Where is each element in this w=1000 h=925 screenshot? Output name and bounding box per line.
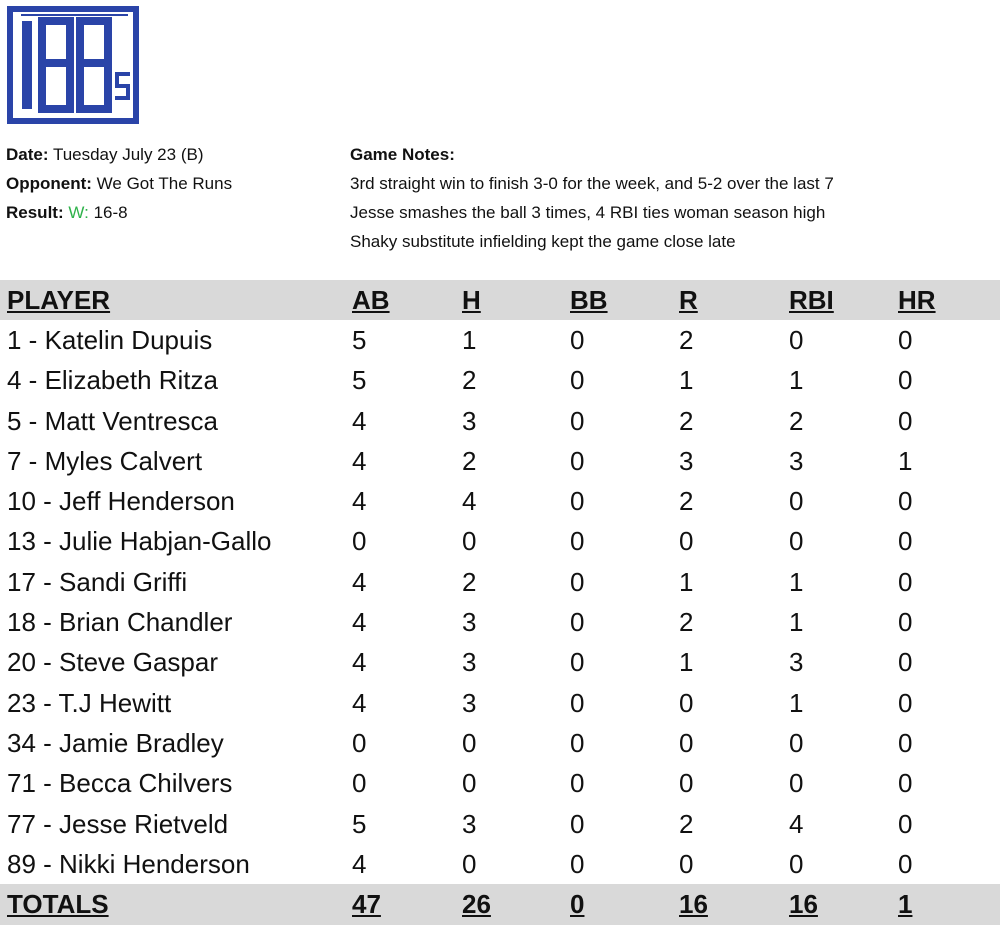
player-cell: 71 - Becca Chilvers	[7, 768, 233, 799]
r-cell: 2	[679, 607, 694, 638]
rbi-cell: 1	[789, 365, 804, 396]
date-value: Tuesday July 23 (B)	[52, 145, 204, 164]
totals-hr: 1	[898, 884, 1000, 924]
r-cell: 3	[679, 445, 694, 476]
player-cell: 89 - Nikki Henderson	[7, 848, 250, 879]
ab-cell: 4	[352, 647, 367, 678]
ab-cell: 0	[352, 727, 367, 758]
result-outcome: W:	[68, 203, 89, 222]
bb-cell: 0	[570, 526, 585, 557]
r-cell: 0	[679, 526, 694, 557]
col-r: R	[679, 280, 789, 320]
bb-cell: 0	[570, 768, 585, 799]
table-row	[0, 481, 1000, 521]
h-cell: 0	[462, 848, 477, 879]
ab-cell: 4	[352, 607, 367, 638]
player-cell: 23 - T.J Hewitt	[7, 687, 172, 718]
r-cell: 2	[679, 405, 694, 436]
totals-rbi: 16	[789, 884, 898, 924]
player-cell: 77 - Jesse Rietveld	[7, 808, 229, 839]
table-row	[0, 320, 1000, 360]
ab-cell: 4	[352, 566, 367, 597]
team-logo	[7, 6, 139, 124]
totals-bb: 0	[570, 884, 679, 924]
rbi-cell: 1	[789, 566, 804, 597]
ab-cell: 4	[352, 848, 367, 879]
table-header-row	[0, 280, 1000, 320]
rbi-cell: 0	[789, 727, 804, 758]
h-cell: 0	[462, 526, 477, 557]
ab-cell: 5	[352, 324, 367, 355]
h-cell: 0	[462, 727, 477, 758]
bb-cell: 0	[570, 727, 585, 758]
stats-table	[0, 280, 1000, 925]
rbi-cell: 3	[789, 647, 804, 678]
player-cell: 34 - Jamie Bradley	[7, 727, 224, 758]
player-cell: 5 - Matt Ventresca	[7, 405, 218, 436]
bb-cell: 0	[570, 405, 585, 436]
opponent-value: We Got The Runs	[96, 174, 233, 193]
bb-cell: 0	[570, 486, 585, 517]
h-cell: 3	[462, 808, 477, 839]
player-cell: 18 - Brian Chandler	[7, 607, 233, 638]
bb-cell: 0	[570, 607, 585, 638]
r-cell: 1	[679, 566, 694, 597]
hr-cell: 0	[898, 808, 913, 839]
r-cell: 0	[679, 768, 694, 799]
hr-cell: 0	[898, 405, 913, 436]
table-row	[0, 844, 1000, 884]
hr-cell: 0	[898, 727, 913, 758]
player-cell: 10 - Jeff Henderson	[7, 486, 235, 517]
hr-cell: 0	[898, 848, 913, 879]
table-row	[0, 683, 1000, 723]
table-row	[0, 401, 1000, 441]
r-cell: 0	[679, 848, 694, 879]
opponent-label: Opponent:	[6, 174, 92, 193]
table-row	[0, 804, 1000, 844]
notes-title: Game Notes:	[350, 145, 455, 164]
bb-cell: 0	[570, 324, 585, 355]
bb-cell: 0	[570, 808, 585, 839]
r-cell: 0	[679, 687, 694, 718]
ab-cell: 5	[352, 808, 367, 839]
hr-cell: 0	[898, 607, 913, 638]
rbi-cell: 0	[789, 486, 804, 517]
rbi-cell: 0	[789, 324, 804, 355]
bb-cell: 0	[570, 566, 585, 597]
table-row	[0, 764, 1000, 804]
col-ab: AB	[352, 280, 462, 320]
totals-row	[0, 884, 1000, 924]
ab-cell: 0	[352, 526, 367, 557]
r-cell: 2	[679, 324, 694, 355]
totals-ab: 47	[352, 884, 462, 924]
hr-cell: 0	[898, 526, 913, 557]
r-cell: 2	[679, 808, 694, 839]
rbi-cell: 0	[789, 768, 804, 799]
ab-cell: 4	[352, 445, 367, 476]
bb-cell: 0	[570, 365, 585, 396]
h-cell: 0	[462, 768, 477, 799]
opponent-row	[6, 169, 232, 198]
hr-cell: 0	[898, 687, 913, 718]
hr-cell: 0	[898, 324, 913, 355]
player-cell: 4 - Elizabeth Ritza	[7, 365, 218, 396]
col-rbi: RBI	[789, 280, 898, 320]
h-cell: 2	[462, 445, 477, 476]
h-cell: 2	[462, 566, 477, 597]
table-row	[0, 723, 1000, 763]
bb-cell: 0	[570, 848, 585, 879]
h-cell: 3	[462, 405, 477, 436]
ab-cell: 0	[352, 768, 367, 799]
result-score: 16-8	[93, 203, 128, 222]
rbi-cell: 0	[789, 848, 804, 879]
hr-cell: 0	[898, 647, 913, 678]
h-cell: 1	[462, 324, 477, 355]
note-line: Jesse smashes the ball 3 times, 4 RBI ties woman season high	[350, 203, 826, 222]
date-row	[6, 140, 232, 169]
ab-cell: 4	[352, 486, 367, 517]
r-cell: 0	[679, 727, 694, 758]
rbi-cell: 4	[789, 808, 804, 839]
rbi-cell: 2	[789, 405, 804, 436]
result-row	[6, 198, 232, 227]
totals-h: 26	[462, 884, 570, 924]
table-row	[0, 562, 1000, 602]
h-cell: 3	[462, 687, 477, 718]
r-cell: 2	[679, 486, 694, 517]
note-line: Shaky substitute infielding kept the game close late	[350, 232, 736, 251]
rbi-cell: 1	[789, 687, 804, 718]
player-cell: 17 - Sandi Griffi	[7, 566, 188, 597]
rbi-cell: 3	[789, 445, 804, 476]
bb-cell: 0	[570, 647, 585, 678]
table-row	[0, 441, 1000, 481]
rbi-cell: 0	[789, 526, 804, 557]
bb-cell: 0	[570, 687, 585, 718]
table-row	[0, 602, 1000, 642]
h-cell: 4	[462, 486, 477, 517]
date-label: Date:	[6, 145, 49, 164]
h-cell: 3	[462, 647, 477, 678]
col-bb: BB	[570, 280, 679, 320]
h-cell: 3	[462, 607, 477, 638]
ab-cell: 5	[352, 365, 367, 396]
table-row	[0, 643, 1000, 683]
table-row	[0, 361, 1000, 401]
col-h: H	[462, 280, 570, 320]
note-line: 3rd straight win to finish 3-0 for the week, and 5-2 over the last 7	[350, 174, 834, 193]
totals-label: TOTALS	[0, 884, 352, 924]
hr-cell: 0	[898, 365, 913, 396]
game-info	[6, 140, 232, 227]
player-cell: 1 - Katelin Dupuis	[7, 324, 213, 355]
hr-cell: 0	[898, 768, 913, 799]
player-cell: 7 - Myles Calvert	[7, 445, 203, 476]
hr-cell: 0	[898, 486, 913, 517]
rbi-cell: 1	[789, 607, 804, 638]
hr-cell: 1	[898, 445, 913, 476]
r-cell: 1	[679, 647, 694, 678]
r-cell: 1	[679, 365, 694, 396]
player-cell: 13 - Julie Habjan-Gallo	[7, 526, 272, 557]
hr-cell: 0	[898, 566, 913, 597]
table-row	[0, 522, 1000, 562]
bb-cell: 0	[570, 445, 585, 476]
col-hr: HR	[898, 280, 1000, 320]
result-label: Result:	[6, 203, 64, 222]
h-cell: 2	[462, 365, 477, 396]
game-notes	[350, 140, 834, 256]
col-player: PLAYER	[0, 280, 352, 320]
ab-cell: 4	[352, 687, 367, 718]
totals-r: 16	[679, 884, 789, 924]
player-cell: 20 - Steve Gaspar	[7, 647, 218, 678]
ab-cell: 4	[352, 405, 367, 436]
